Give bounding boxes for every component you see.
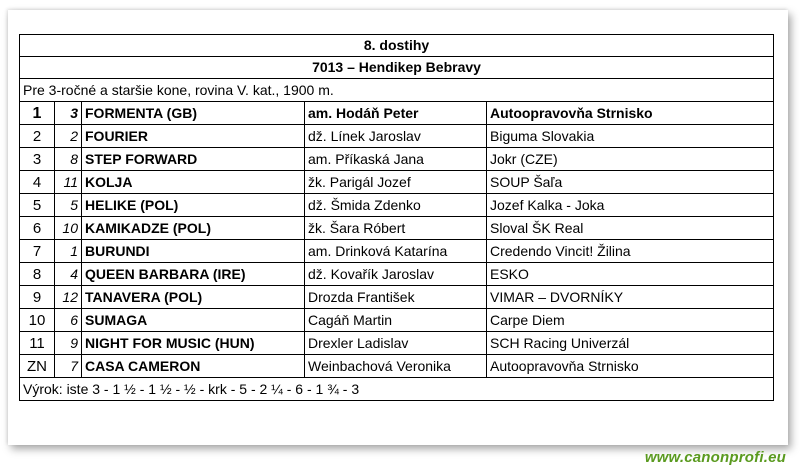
jockey-cell: žk. Parigál Jozef [305, 171, 487, 194]
jockey-cell: Drexler Ladislav [305, 332, 487, 355]
horse-name-cell: FOURIER [82, 125, 305, 148]
owner-cell: SOUP Šaľa [487, 171, 774, 194]
result-row [20, 125, 774, 148]
result-row [20, 286, 774, 309]
horse-name-cell: QUEEN BARBARA (IRE) [82, 263, 305, 286]
jockey-cell: Weinbachová Veronika [305, 355, 487, 378]
horse-name-cell: SUMAGA [82, 309, 305, 332]
race-title: 7013 – Hendikep Bebravy [20, 57, 774, 79]
start-number-cell: 10 [55, 217, 82, 240]
start-number-cell: 2 [55, 125, 82, 148]
start-number-cell: 3 [55, 102, 82, 125]
start-number-cell: 5 [55, 194, 82, 217]
place-cell: 6 [20, 217, 55, 240]
start-number-cell: 9 [55, 332, 82, 355]
owner-cell: Autoopravovňa Strnisko [487, 355, 774, 378]
jockey-cell: dž. Kovařík Jaroslav [305, 263, 487, 286]
start-number-cell: 12 [55, 286, 82, 309]
place-cell: 4 [20, 171, 55, 194]
place-cell: 10 [20, 309, 55, 332]
jockey-cell: am. Hodáň Peter [305, 102, 487, 125]
place-cell: 11 [20, 332, 55, 355]
owner-cell: Sloval ŠK Real [487, 217, 774, 240]
jockey-cell: am. Drinková Katarína [305, 240, 487, 263]
owner-cell: VIMAR – DVORNÍKY [487, 286, 774, 309]
place-cell: 5 [20, 194, 55, 217]
jockey-cell: dž. Línek Jaroslav [305, 125, 487, 148]
horse-name-cell: STEP FORWARD [82, 148, 305, 171]
start-number-cell: 8 [55, 148, 82, 171]
race-number: 8. dostihy [20, 35, 774, 57]
owner-cell: ESKO [487, 263, 774, 286]
owner-cell: Carpe Diem [487, 309, 774, 332]
margins-verdict: Výrok: iste 3 - 1 ½ - 1 ½ - ½ - krk - 5 - 2 ¼ - 6 - 1 ¾ - 3 [20, 378, 774, 401]
place-cell: 9 [20, 286, 55, 309]
start-number-cell: 11 [55, 171, 82, 194]
owner-cell: Credendo Vincit! Žilina [487, 240, 774, 263]
jockey-cell: am. Příkaská Jana [305, 148, 487, 171]
jockey-cell: Cagáň Martin [305, 309, 487, 332]
horse-name-cell: KAMIKADZE (POL) [82, 217, 305, 240]
result-row [20, 148, 774, 171]
owner-cell: Autoopravovňa Strnisko [487, 102, 774, 125]
place-cell: 7 [20, 240, 55, 263]
place-cell: 3 [20, 148, 55, 171]
owner-cell: Jokr (CZE) [487, 148, 774, 171]
jockey-cell: Drozda František [305, 286, 487, 309]
race-conditions: Pre 3-ročné a staršie kone, rovina V. kat., 1900 m. [20, 79, 774, 102]
horse-name-cell: HELIKE (POL) [82, 194, 305, 217]
horse-name-cell: CASA CAMERON [82, 355, 305, 378]
jockey-cell: dž. Šmida Zdenko [305, 194, 487, 217]
race-results-table [19, 34, 774, 401]
horse-name-cell: TANAVERA (POL) [82, 286, 305, 309]
result-row [20, 171, 774, 194]
place-cell: 8 [20, 263, 55, 286]
start-number-cell: 1 [55, 240, 82, 263]
horse-name-cell: FORMENTA (GB) [82, 102, 305, 125]
start-number-cell: 6 [55, 309, 82, 332]
owner-cell: Jozef Kalka - Joka [487, 194, 774, 217]
jockey-cell: žk. Šara Róbert [305, 217, 487, 240]
watermark: www.canonprofi.eu [644, 449, 786, 466]
result-row [20, 194, 774, 217]
result-row [20, 309, 774, 332]
start-number-cell: 4 [55, 263, 82, 286]
owner-cell: SCH Racing Univerzál [487, 332, 774, 355]
result-row [20, 263, 774, 286]
horse-name-cell: KOLJA [82, 171, 305, 194]
place-cell: 1 [20, 102, 55, 125]
result-row [20, 102, 774, 125]
result-row [20, 217, 774, 240]
place-cell: ZN [20, 355, 55, 378]
start-number-cell: 7 [55, 355, 82, 378]
result-row [20, 355, 774, 378]
result-row [20, 240, 774, 263]
place-cell: 2 [20, 125, 55, 148]
horse-name-cell: BURUNDI [82, 240, 305, 263]
horse-name-cell: NIGHT FOR MUSIC (HUN) [82, 332, 305, 355]
owner-cell: Biguma Slovakia [487, 125, 774, 148]
result-row [20, 332, 774, 355]
